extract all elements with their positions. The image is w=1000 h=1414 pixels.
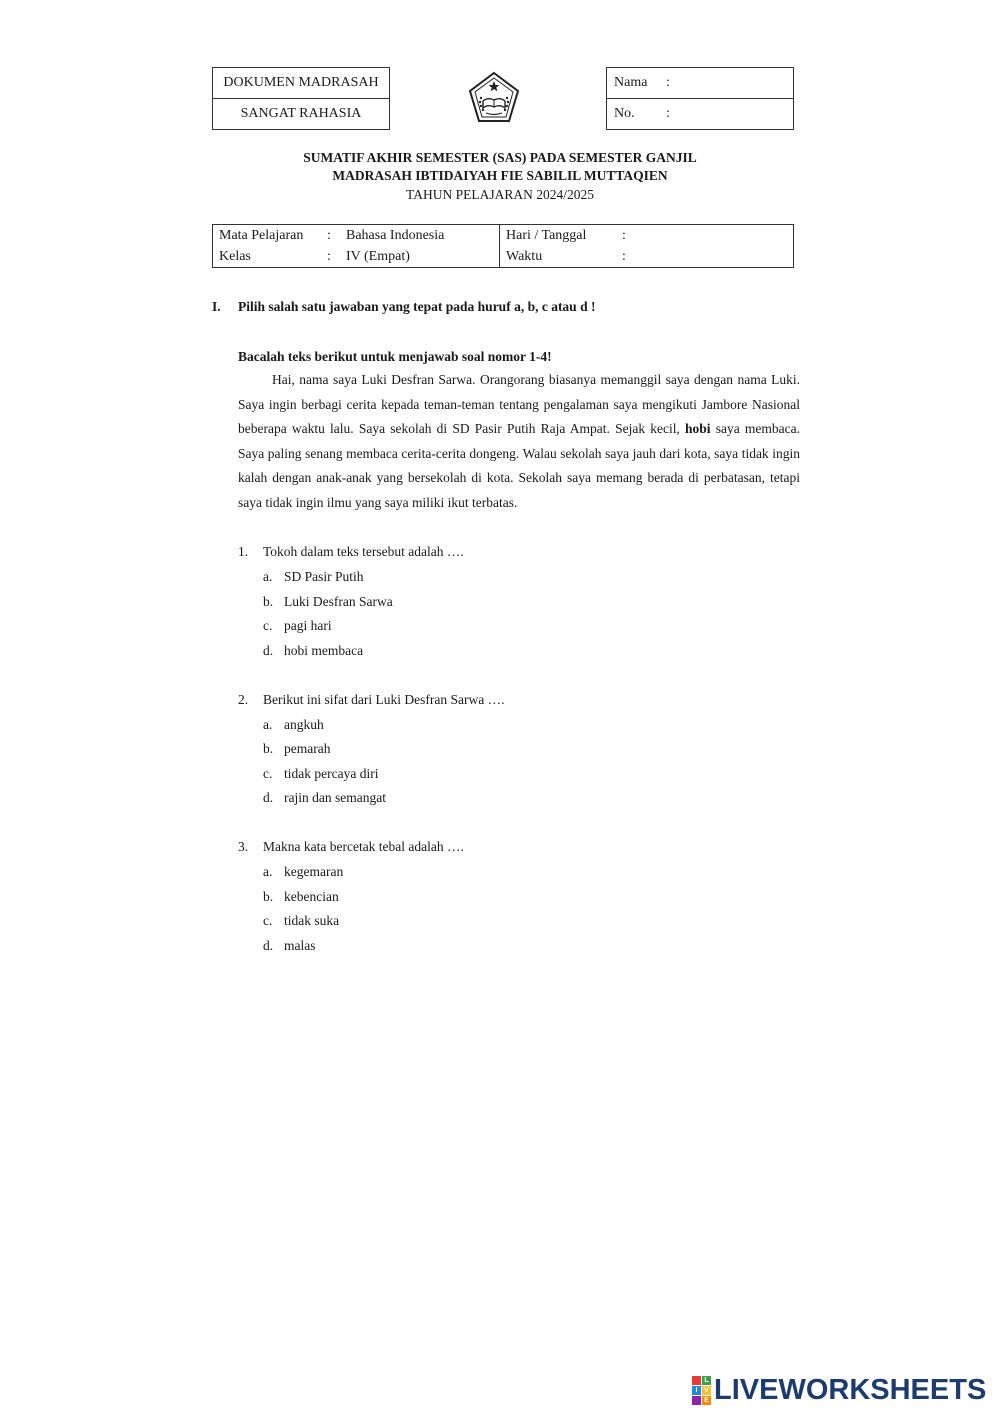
option-text: rajin dan semangat — [284, 790, 386, 805]
option-letter: d. — [263, 790, 274, 805]
option-letter: c. — [263, 766, 273, 781]
school-name: MADRASAH IBTIDAIYAH FIE SABILIL MUTTAQIEN — [332, 168, 668, 183]
time-label: Waktu — [506, 248, 543, 264]
option-2c[interactable] — [263, 766, 378, 782]
option-1c[interactable] — [263, 618, 332, 634]
class-label: Kelas — [219, 248, 251, 264]
option-letter: b. — [263, 889, 274, 904]
subject-label: Mata Pelajaran — [219, 227, 304, 243]
option-text: hobi membaca — [284, 643, 364, 658]
question-number: 2. — [238, 692, 249, 707]
date-label: Hari / Tanggal — [506, 227, 587, 243]
question-text: Makna kata bercetak tebal adalah …. — [263, 839, 464, 854]
option-letter: d. — [263, 643, 274, 658]
option-text: tidak suka — [284, 913, 340, 928]
option-2b[interactable] — [263, 741, 330, 757]
class-cell — [213, 246, 500, 268]
liveworksheets-logo[interactable] — [692, 1373, 987, 1406]
question-number: 3. — [238, 839, 249, 854]
passage-part-2: saya membaca. Saya paling senang membaca cerita-cerita dongeng. Walau sekolah saya jauh dari kota, saya tidak ingin kalah dengan anak-anak yang bersekolah di kota. Sekolah saya memang berada di perbatasan, tetapi saya tidak ingin ilmu yang saya miliki ikut terbatas. — [238, 421, 800, 510]
question-text: Berikut ini sifat dari Luki Desfran Sarwa …. — [263, 692, 505, 707]
number-box — [606, 98, 794, 130]
instruction-text: Pilih salah satu jawaban yang tepat pada huruf a, b, c atau d ! — [238, 299, 596, 314]
name-label: Nama — [614, 75, 648, 90]
icon-tile-letter: E — [702, 1396, 711, 1405]
option-text: kebencian — [284, 889, 339, 904]
option-text: kegemaran — [284, 864, 344, 879]
section-number: I. — [212, 299, 221, 314]
class-colon: : — [327, 248, 331, 264]
question-2 — [238, 692, 504, 708]
option-letter: b. — [263, 741, 274, 756]
secret-label: SANGAT RAHASIA — [240, 106, 362, 121]
option-3a[interactable] — [263, 864, 343, 880]
option-text: malas — [284, 938, 316, 953]
option-1d[interactable] — [263, 643, 363, 659]
icon-tile-letter: V — [702, 1386, 711, 1395]
icon-tile — [692, 1376, 701, 1385]
date-colon: : — [622, 227, 626, 243]
option-text: pemarah — [284, 741, 331, 756]
option-2d[interactable] — [263, 790, 386, 806]
time-colon: : — [622, 248, 626, 264]
academic-year: TAHUN PELAJARAN 2024/2025 — [406, 187, 594, 202]
liveworksheets-icon — [692, 1376, 711, 1405]
option-3d[interactable] — [263, 938, 316, 954]
option-letter: a. — [263, 717, 273, 732]
option-text: SD Pasir Putih — [284, 569, 364, 584]
date-cell — [500, 225, 794, 247]
option-letter: b. — [263, 594, 274, 609]
madrasah-emblem-icon — [466, 70, 522, 126]
document-label-box — [212, 67, 390, 99]
passage-heading: Bacalah teks berikut untuk menjawab soal nomor 1-4! — [238, 349, 552, 364]
option-letter: a. — [263, 569, 273, 584]
question-3 — [238, 839, 464, 855]
option-3c[interactable] — [263, 913, 339, 929]
icon-tile — [692, 1396, 701, 1405]
option-1b[interactable] — [263, 594, 393, 610]
name-box — [606, 67, 794, 99]
option-3b[interactable] — [263, 889, 339, 905]
option-1a[interactable] — [263, 569, 364, 585]
option-letter: c. — [263, 913, 273, 928]
question-text: Tokoh dalam teks tersebut adalah …. — [263, 544, 464, 559]
option-text: pagi hari — [284, 618, 332, 633]
option-letter: a. — [263, 864, 273, 879]
subject-colon: : — [327, 227, 331, 243]
exam-info-table — [212, 224, 794, 268]
option-text: tidak percaya diri — [284, 766, 379, 781]
option-letter: d. — [263, 938, 274, 953]
icon-tile-letter: I — [692, 1386, 701, 1395]
question-1 — [238, 544, 464, 560]
subject-value: Bahasa Indonesia — [346, 227, 445, 243]
number-label: No. — [614, 106, 635, 121]
number-colon: : — [666, 106, 670, 121]
section-instruction — [212, 299, 595, 315]
icon-tile-letter: L — [702, 1376, 711, 1385]
subject-cell — [213, 225, 500, 247]
passage-bold-word: hobi — [685, 421, 711, 437]
time-cell — [500, 246, 794, 268]
question-number: 1. — [238, 544, 249, 559]
option-text: Luki Desfran Sarwa — [284, 594, 393, 609]
passage-part-1: Hai, nama saya Luki Desfran Sarwa. Orangorang biasanya memanggil saya dengan nama Luki. Saya ingin berbagi cerita kepada teman-teman tentang pengalaman saya mengikuti Jambore Nasional beberapa waktu lalu. Saya sekolah di SD Pasir Putih Raja Ampat. Sejak kecil, — [238, 372, 800, 437]
option-2a[interactable] — [263, 717, 324, 733]
class-value: IV (Empat) — [346, 248, 410, 264]
option-text: angkuh — [284, 717, 324, 732]
name-colon: : — [666, 75, 670, 90]
secret-label-box — [212, 98, 390, 130]
reading-passage — [238, 368, 800, 516]
exam-title: SUMATIF AKHIR SEMESTER (SAS) PADA SEMESTER GANJIL — [303, 150, 697, 165]
document-label: DOKUMEN MADRASAH — [223, 75, 379, 90]
brand-text: LIVEWORKSHEETS — [714, 1373, 987, 1406]
option-letter: c. — [263, 618, 273, 633]
